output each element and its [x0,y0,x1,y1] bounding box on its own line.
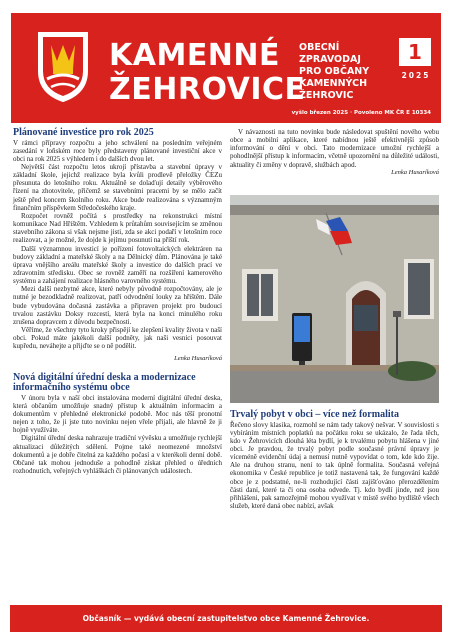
coat-of-arms-icon [37,31,89,103]
article-paragraph: Další významnou investicí je pořízení fotovoltaických elektráren na budovy základní a mateřské školy a na Dělnický dům. Plánována je také úprava vnějšího areálu mateřské školy a investice do dalších prací ve zdravotním středisku. Obec se rovněž zaměří na rozšíření kamerového systému a zahájení realizace hlásného varovného systému. [13,244,222,286]
article-paragraph: Největší část rozpočtu letos ukrojí přístavba a stavební úpravy v základní škole, jejichž realizace byla kvůli prodlevě přeložky ČEZu přesunuta do letošního roku. Aktuálně se dolaďují detaily výběrového řízení na zhotovitele, přičemž se stavebními pracemi by se mělo začít ještě před koncem školního roku. Akce bude realizována s významným finančním příspěvkem Středočeského kraje. [13,162,222,212]
article-paragraph: Digitální úřední deska nahrazuje tradiční vývěsku a umožňuje rychlejší aktualizaci důležitých sdělení. Pojme také neomezené množství dokumentů a je dobře čitelná za každého počasí a v kterékoli denní době. Občané tak mohou jednoduše a pohodlně získat přehled o úředních rozhodnutích, veřejných vyhláškách či plánovaných událostech. [13,434,222,475]
article-pobyt [230,410,439,510]
footer-banner: Občasník — vydává obecní zastupitelstvo obce Kamenné Žehrovice. [10,605,442,632]
article-title: Plánované investice pro rok 2025 [13,127,154,138]
newsletter-subtitle [299,42,391,102]
article-paragraph: Mezi další nezbytné akce, které nebyly původně rozpočtovány, ale je nutné je bezodkladně realizovat, patří odvodnění louky za hřištěm. Dále bude vybudována dočasná zastávka a připraven projekt pro budoucí trvalou zastávku Doksy rozcestí, která byla na konci minulého roku zrušena dopravcem z důvodu bezpečnosti. [13,285,222,326]
title-line-1: KAMENNÉ [109,38,281,73]
article-deska [13,373,222,476]
article-author: Lenka Husaríková [174,354,222,362]
left-column [13,128,222,475]
issue-number: 1 [399,38,431,66]
subtitle-line: PRO OBČANY [299,66,370,77]
right-column [230,128,439,177]
issue-year: 2025 [401,71,431,80]
subtitle-line: OBECNÍ [299,42,340,53]
publication-info: vyšlo březen 2025 · Povoleno MK ČR E 10334 [291,110,431,116]
article-paragraph: Řečeno slovy klasika, rozmohl se nám tady takový nešvar. V souvislosti s vybíráním místních poplatků na počátku roku se ukázalo, že řada těch, kdo v Žehrovicích dlouhá léta bydlí, je k trvalému pobytu hlášena v jiné obci. Je pravdou, že trvalý pobyt podle současné právní úpravy je víceméně evidenční údaj a nemusí nutně vypovídat o tom, kde kdo žije. Ale na druhou stranu, není to tak úplně formalita. Současná veřejná ekonomika v České republice je totiž nastavená tak, že fungování každé obce je z podstatné, ne-li rozhodující části zajišťováno přerozdělením části daní, které ta či ona osoba odvede. Tj. kdo bydlí jinde, než jsou přihlášeni, pak samozřejmě mohou využívat v místě svého bydliště všech služeb, které daná obec nabízí, avšak [230,420,439,511]
article-title: Nová digitální úřední deska a modernizace informačního systému obce [13,371,196,394]
subtitle-line: ŽEHROVIC [299,90,354,101]
town-hall-photo [230,195,439,403]
article-paragraph: V únoru byla v naší obci instalována moderní digitální úřední deska, která občanům umožňuje snadný přístup k aktuálním informacím a dokumentům v přehledné elektronické podobě. Moc nás těší pronotní nejen z toho, že ji jste tuto novinku nejen vřele přijali, ale hlavně že ji hojně využíváte. [13,393,222,435]
article-author: Lenka Husaríková [391,168,439,176]
subtitle-line: ZPRAVODAJ [299,54,361,65]
article-paragraph: Věříme, že všechny tyto kroky přispějí ke zlepšení kvality života v naší obci. Pokud máte jakékoli další podněty, jak naši vesnici posouvat kupředu, neváhejte a přijďte se o ně podělit. [13,326,222,351]
article-paragraph: V návaznosti na tuto novinku bude následovat spuštění nového webu obce a mobilní aplikace, které nabídnou ještě efektivnější způsob informování o dění v obci. Tato modernizace umožní rychlejší a pohodlnější přístup k informacím, včetně upozornění na důležité události, aktuality či změny v dopravě, službách apod. [230,128,439,169]
article-deska-continued [230,128,439,177]
building-illustration [230,195,439,403]
subtitle-line: KAMENNÝCH [299,78,368,89]
article-title: Trvalý pobyt v obci – více než formalita [230,409,399,420]
article-paragraph: V rámci přípravy rozpočtu a jeho schválení na posledním veřejném zasedání v loňském roce byly představeny plánované investiční akce v obci na rok 2025 s výhledem i do dalších dvou let. [13,138,222,163]
title-line-2: ŽEHROVICE [109,72,306,107]
article-paragraph: Rozpočet rovněž počítá s prostředky na rekonstrukci místní komunikace Nad Hřištěm. Vzhledem k průtahům souvisejícím se změnou stavebního zákona si však nejsme jisti, zda se akci podaří v letošním roce realizovat, a je možné, že dojde k jejímu posunutí na příští rok. [13,211,222,245]
newsletter-title [109,39,306,107]
masthead [10,12,442,124]
article-investice [13,128,222,363]
